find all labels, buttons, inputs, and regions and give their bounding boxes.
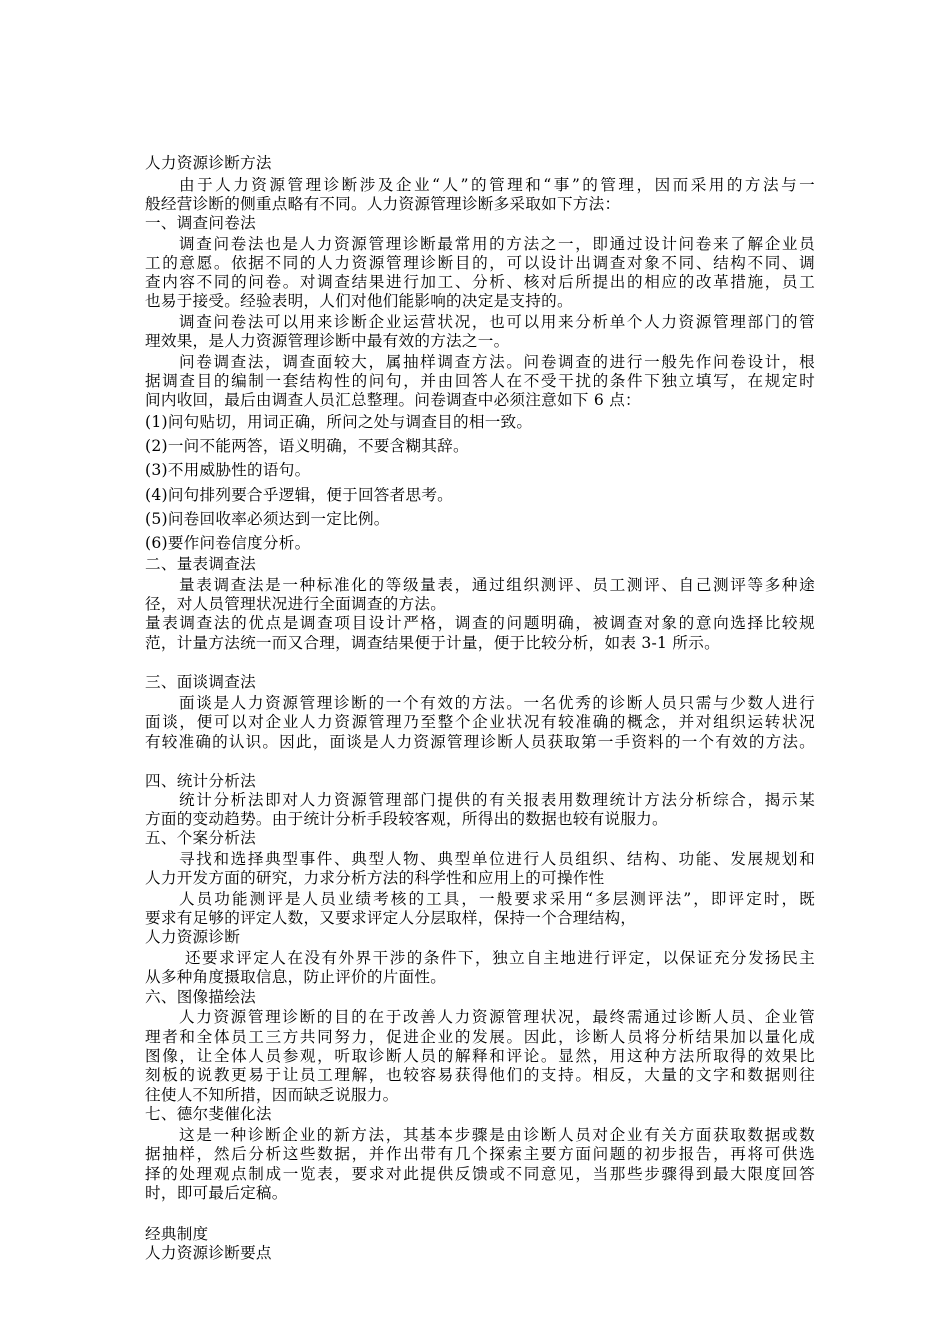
paragraph-line: 调查问卷法可以用来诊断企业运营状况，也可以用来分析单个人力资源管理部门的管 xyxy=(179,313,815,331)
paragraph-line: 这是一种诊断企业的新方法，其基本步骤是由诊断人员对企业有关方面获取数据或数 xyxy=(179,1126,815,1144)
paragraph-line: 由于人力资源管理诊断涉及企业“人”的管理和“事”的管理，因而采用的方法与一 xyxy=(179,176,815,194)
paragraph-line: 还要求评定人在没有外界干涉的条件下，独立自主地进行评定，以保证充分发扬民主 xyxy=(185,949,815,967)
paragraph-line: 寻找和选择典型事件、典型人物、典型单位进行人员组织、结构、功能、发展规划和 xyxy=(179,850,815,868)
paragraph-line: 统计分析法即对人力资源管理部门提供的有关报表用数理统计方法分析综合，揭示某 xyxy=(179,791,815,809)
section-heading: 三、面谈调查法 xyxy=(145,673,256,691)
list-item: (5)问卷回收率必须达到一定比例。 xyxy=(145,510,390,528)
paragraph-line: 择的处理观点制成一览表，要求对此提供反馈或不同意见，当那些步骤得到最大限度回答 xyxy=(145,1165,815,1183)
paragraph-line: 量表调查法的优点是调查项目设计严格，调查的问题明确，被调查对象的意向选择比较规 xyxy=(145,614,815,632)
paragraph-line: 范，计量方法统一而又合理，调查结果便于计量，便于比较分析，如表 3-1 所示。 xyxy=(145,634,720,652)
section-heading: 人力资源诊断要点 xyxy=(145,1244,272,1262)
paragraph-line: 图像，让全体人员参观，听取诊断人员的解释和评论。显然，用这种方法所取得的效果比 xyxy=(145,1047,815,1065)
paragraph-line: 间内收回，最后由调查人员汇总整理。问卷调查中必须注意如下 6 点： xyxy=(145,391,641,409)
section-heading: 人力资源诊断 xyxy=(145,928,241,946)
section-heading: 二、量表调查法 xyxy=(145,555,256,573)
list-item: (2)一问不能两答，语义明确，不要含糊其辞。 xyxy=(145,437,469,455)
paragraph-line: 人力开发方面的研究，力求分析方法的科学性和应用上的可操作性 xyxy=(145,869,605,887)
paragraph-line: 时，即可最后定稿。 xyxy=(145,1184,288,1202)
paragraph-line: 面谈，便可以对企业人力资源管理乃至整个企业状况有较准确的概念，并对组织运转状况 xyxy=(145,713,815,731)
list-item: (3)不用威胁性的语句。 xyxy=(145,461,311,479)
paragraph-line: 工的意愿。依据不同的人力资源管理诊断目的，可以设计出调查对象不同、结构不同、调 xyxy=(145,254,815,272)
paragraph-line: 面谈是人力资源管理诊断的一个有效的方法。一名优秀的诊断人员只需与少数人进行 xyxy=(179,694,815,712)
list-item: (1)问句贴切，用词正确，所问之处与调查目的相一致。 xyxy=(145,413,533,431)
paragraph-line: 据调查目的编制一套结构性的问句，并由回答人在不受干扰的条件下独立填写，在规定时 xyxy=(145,372,815,390)
paragraph-line: 人员功能测评是人员业绩考核的工具，一般要求采用“多层测评法”，即评定时，既 xyxy=(179,890,815,908)
paragraph-line: 刻板的说教更易于让员工理解，也较容易获得他们的支持。相反，大量的文字和数据则往 xyxy=(145,1066,815,1084)
paragraph-line: 调查问卷法也是人力资源管理诊断最常用的方法之一，即通过设计问卷来了解企业员 xyxy=(179,235,815,253)
section-heading: 七、德尔斐催化法 xyxy=(145,1105,272,1123)
paragraph-line: 也易于接受。经验表明，人们对他们能影响的决定是支持的。 xyxy=(145,292,573,310)
document-title: 人力资源诊断方法 xyxy=(145,154,272,172)
paragraph-line: 要求有足够的评定人数，又要求评定人分层取样，保持一个合理结构， xyxy=(145,909,637,927)
list-item: (6)要作问卷信度分析。 xyxy=(145,534,311,552)
section-heading: 六、图像描绘法 xyxy=(145,988,256,1006)
section-heading: 一、调查问卷法 xyxy=(145,214,256,232)
section-heading: 四、统计分析法 xyxy=(145,772,256,790)
paragraph-line: 方面的变动趋势。由于统计分析手段较客观，所得出的数据也较有说服力。 xyxy=(145,810,668,828)
paragraph-line: 人力资源管理诊断的目的在于改善人力资源管理状况，最终需通过诊断人员、企业管 xyxy=(179,1008,815,1026)
paragraph-line: 理效果，是人力资源管理诊断中最有效的方法之一。 xyxy=(145,332,510,350)
paragraph-line: 往使人不知所措，因而缺乏说服力。 xyxy=(145,1086,399,1104)
section-heading: 经典制度 xyxy=(145,1225,209,1243)
list-item: (4)问句排列要合乎逻辑，便于回答者思考。 xyxy=(145,486,454,504)
section-heading: 五、个案分析法 xyxy=(145,829,256,847)
paragraph-line: 径，对人员管理状况进行全面调查的方法。 xyxy=(145,595,447,613)
paragraph-line: 量表调查法是一种标准化的等级量表，通过组织测评、员工测评、自己测评等多种途 xyxy=(179,576,815,594)
paragraph-line: 从多种角度摄取信息，防止评价的片面性。 xyxy=(145,968,447,986)
paragraph-line: 查内容不同的问卷。对调查结果进行加工、分析、核对后所提出的相应的改革措施，员工 xyxy=(145,273,815,291)
paragraph-line: 问卷调查法，调查面较大，属抽样调查方法。问卷调查的进行一般先作问卷设计，根 xyxy=(179,353,815,371)
paragraph-line: 有较准确的认识。因此，面谈是人力资源管理诊断人员获取第一手资料的一个有效的方法。 xyxy=(145,733,815,751)
paragraph-line: 据抽样，然后分析这些数据，并作出带有几个探索主要方面问题的初步报告，再将可供选 xyxy=(145,1145,815,1163)
paragraph-line: 般经营诊断的侧重点略有不同。人力资源管理诊断多采取如下方法： xyxy=(145,195,621,213)
paragraph-line: 理者和全体员工三方共同努力，促进企业的发展。因此，诊断人员将分析结果加以量化成 xyxy=(145,1028,815,1046)
